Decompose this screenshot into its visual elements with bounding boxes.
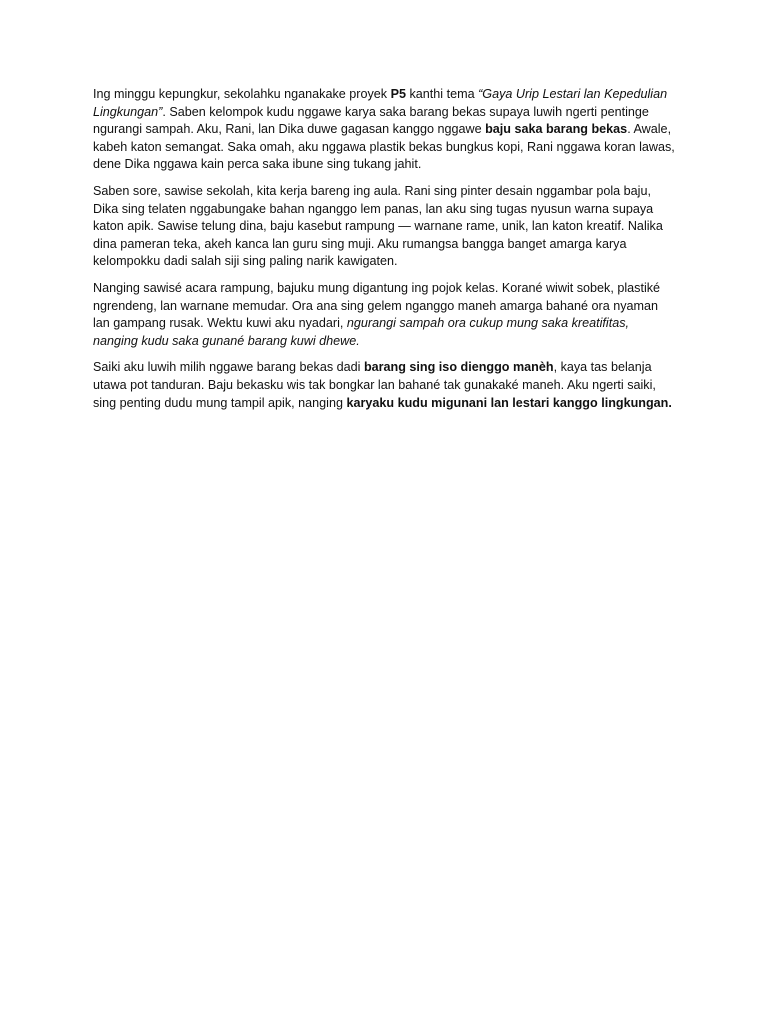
text-run: Saiki aku luwih milih nggawe barang bekas dadi: [93, 360, 364, 375]
paragraph-4: [93, 359, 675, 412]
paragraph-1: [93, 86, 675, 174]
text-run-bold: P5: [390, 87, 406, 101]
text-run: Saben sore, sawise sekolah, kita kerja bareng ing aula. Rani sing pinter desain nggambar pola baju, Dika sing telaten nggabungake bahan nganggo lem panas, lan aku sing tugas nyusun warna supaya katon apik. Sawise telung dina, baju kasebut rampung — warnane rame, unik, lan katon kreatif. Nalika dina pameran teka, akeh kanca lan guru sing muji. Aku rumangsa bangga banget amarga karya kelompokku dadi salah siji sing paling narik kawigaten.: [93, 183, 663, 269]
text-run: kanthi tema: [405, 87, 479, 101]
document-body: [93, 86, 675, 421]
text-run: . Awale, kabeh katon semangat. Saka omah, aku nggawa plastik bekas bungkus kopi, Rani nggawa koran lawas, dene Dika nggawa kain perca saka ibune sing tukang jahit.: [93, 122, 675, 172]
paragraph-2: [93, 183, 675, 271]
paragraph-3: [93, 280, 675, 350]
text-run-bold: baju saka barang bekas: [485, 122, 628, 137]
text-run-bold: barang sing iso dienggo manèh: [363, 360, 554, 375]
text-run-italic: ngurangi sampah ora cukup mung saka kreatifitas, nanging kudu saka gunané barang kuwi dhewe.: [93, 316, 629, 348]
text-run-bold: karyaku kudu migunani lan lestari kanggo lingkungan.: [346, 395, 672, 410]
text-run-italic: “Gaya Urip Lestari lan Kepedulian Lingkungan”: [93, 87, 668, 119]
text-run: Nanging sawisé acara rampung, bajuku mung digantung ing pojok kelas. Korané wiwit sobek, plastiké ngrendeng, lan warnane memudar. Ora ana sing gelem nganggo maneh amarga bahané ora nyaman lan gampang rusak. Wektu kuwi aku nyadari,: [93, 280, 661, 331]
text-run: , kaya tas belanja utawa pot tanduran. Baju bekasku wis tak bongkar lan bahané tak gunakaké maneh. Aku ngerti saiki, sing penting dudu mung tampil apik, nanging: [93, 360, 656, 410]
text-run: Ing minggu kepungkur, sekolahku nganakake proyek: [93, 87, 391, 101]
text-run: . Saben kelompok kudu nggawe karya saka barang bekas supaya luwih ngerti pentinge ngurangi sampah. Aku, Rani, lan Dika duwe gagasan kanggo nggawe: [93, 104, 649, 137]
